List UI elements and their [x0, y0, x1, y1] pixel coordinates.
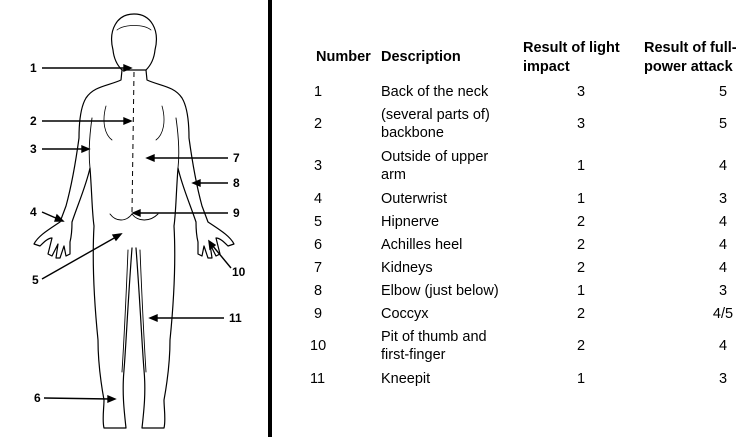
row-5-description: Hipnerve [381, 214, 440, 230]
left-side-outline [34, 70, 132, 428]
row-5-number: 5 [314, 214, 323, 230]
row-2-description-line1: (several parts of) [381, 107, 490, 123]
header-number: Number [316, 49, 371, 65]
row-2-light: 3 [576, 116, 586, 132]
row-5-full: 4 [718, 214, 728, 230]
row-7-description: Kidneys [381, 260, 433, 276]
row-3-light: 1 [576, 158, 586, 174]
header-light-impact-line1: Result of light [523, 40, 620, 56]
row-1-light: 3 [576, 84, 586, 100]
row-10-description-line2: first-finger [381, 347, 446, 363]
body-outline-svg [0, 0, 268, 437]
diagram-label-8: 8 [233, 176, 240, 190]
row-8-description: Elbow (just below) [381, 283, 499, 299]
row-10-light: 2 [576, 338, 586, 354]
row-4-full: 3 [718, 191, 728, 207]
row-7-number: 7 [314, 260, 323, 276]
row-7-light: 2 [576, 260, 586, 276]
row-9-number: 9 [314, 306, 323, 322]
row-6-full: 4 [718, 237, 728, 253]
head-outline [112, 14, 157, 70]
row-4-light: 1 [576, 191, 586, 207]
diagram-label-2: 2 [30, 114, 37, 128]
header-light-impact-line2: impact [523, 59, 570, 75]
results-table [272, 0, 750, 437]
row-6-number: 6 [314, 237, 323, 253]
row-10-number: 10 [310, 338, 327, 354]
row-6-description: Achilles heel [381, 237, 463, 253]
row-11-number: 11 [310, 371, 326, 387]
row-11-full: 3 [718, 371, 728, 387]
row-8-full: 3 [718, 283, 728, 299]
row-7-full: 4 [718, 260, 728, 276]
spine-dashed-line [132, 72, 134, 212]
row-9-light: 2 [576, 306, 586, 322]
row-4-description: Outerwrist [381, 191, 448, 207]
row-8-number: 8 [314, 283, 323, 299]
diagram-label-5: 5 [32, 273, 39, 287]
row-11-description: Kneepit [381, 371, 431, 387]
right-inner-arm [176, 118, 179, 168]
row-3-number: 3 [314, 158, 323, 174]
row-10-description-line1: Pit of thumb and [381, 329, 487, 345]
header-full-power-line1: Result of full- [644, 40, 737, 56]
row-10-full: 4 [718, 338, 728, 354]
row-3-full: 4 [718, 158, 728, 174]
row-9-full: 4/5 [712, 306, 734, 322]
diagram-label-6: 6 [34, 391, 41, 405]
left-scapula [104, 106, 112, 140]
row-1-full: 5 [718, 84, 728, 100]
row-2-full: 5 [718, 116, 728, 132]
row-6-light: 2 [576, 237, 586, 253]
header-full-power-line2: power attack [644, 59, 733, 75]
right-scapula [156, 106, 164, 140]
row-1-description: Back of the neck [381, 84, 489, 100]
row-2-number: 2 [314, 116, 323, 132]
row-3-description-line1: Outside of upper [381, 149, 489, 165]
row-1-number: 1 [314, 84, 323, 100]
left-inner-arm [89, 118, 92, 168]
right-side-outline [136, 70, 234, 428]
row-2-description-line2: backbone [381, 125, 444, 141]
diagram-label-4: 4 [30, 205, 37, 219]
row-11-light: 1 [576, 371, 586, 387]
row-5-light: 2 [576, 214, 586, 230]
header-description: Description [381, 49, 461, 65]
body-diagram [0, 0, 268, 437]
diagram-label-3: 3 [30, 142, 37, 156]
buttock-line [110, 214, 158, 220]
diagram-label-7: 7 [233, 151, 240, 165]
hair-line [117, 26, 151, 31]
row-3-description-line2: arm [381, 167, 406, 183]
diagram-label-1: 1 [30, 61, 37, 75]
row-8-light: 1 [576, 283, 586, 299]
row-9-description: Coccyx [381, 306, 429, 322]
diagram-label-11: 11 [229, 311, 242, 325]
diagram-label-9: 9 [233, 206, 240, 220]
diagram-label-10: 10 [232, 265, 246, 279]
row-4-number: 4 [314, 191, 323, 207]
